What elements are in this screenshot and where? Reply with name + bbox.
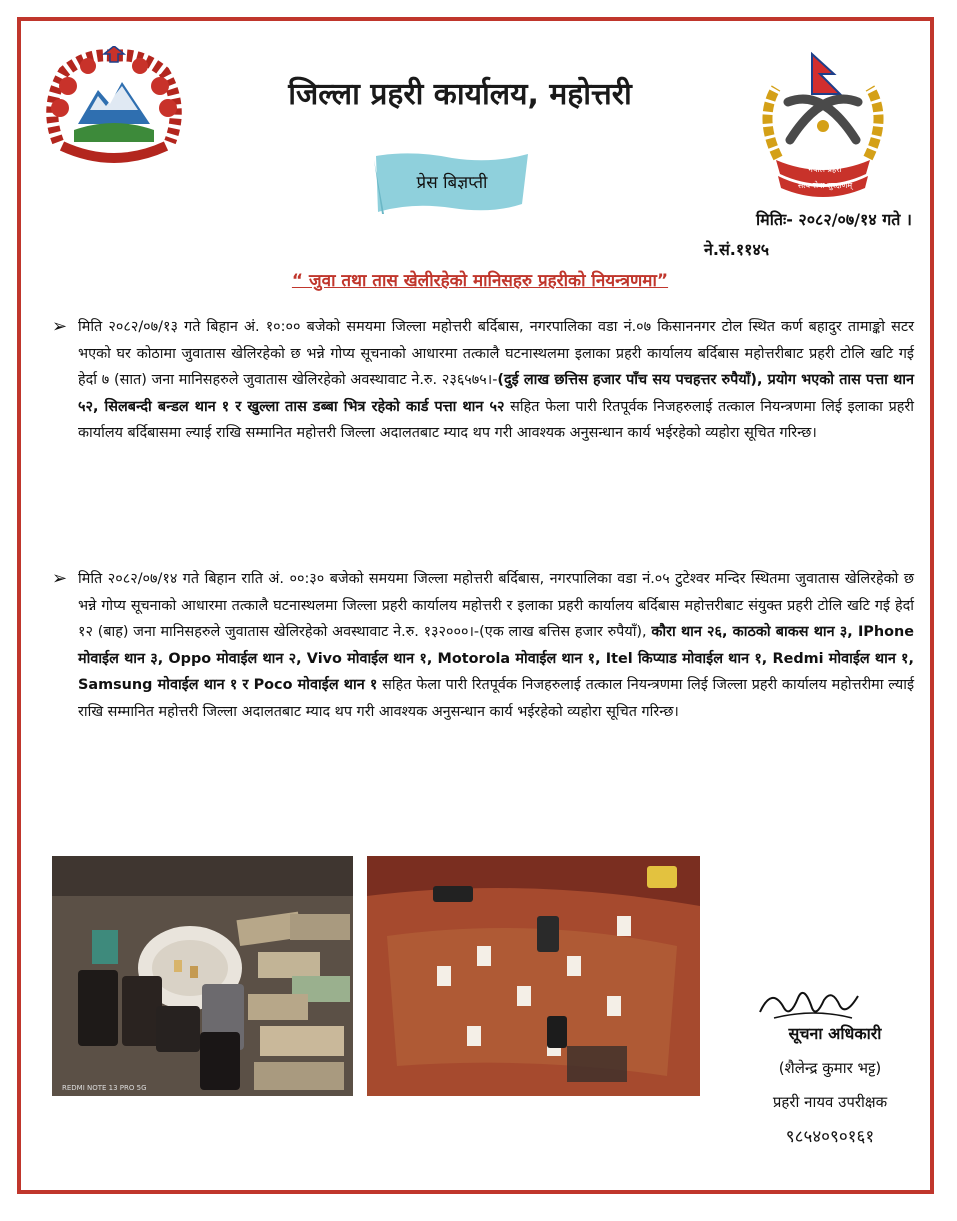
- paragraph-1-seized-items: (दुई लाख छत्तिस हजार पाँच सय पचहत्तर रुपैयाँ), प्रयोग भएको तास पत्ता थान ५२, सिलबन्दी बन्डल थान १ र खुल्ला तास डब्बा भित्र रहेको कार्ड पत्ता थान ५२: [78, 372, 914, 415]
- paragraph-2: [52, 566, 914, 725]
- office-title: जिल्ला प्रहरी कार्यालय, महोत्तरी: [288, 77, 632, 112]
- gambling-scene-photo: [367, 856, 700, 1096]
- seized-items-photo: [52, 856, 353, 1096]
- paragraph-2-intro: मिति २०८२/०७/१४ गते बिहान राति अं. ००:३० बजेको समयमा जिल्ला महोत्तरी बर्दिबास, नगरपालिका वडा नं.०५ टुटेश्वर मन्दिर स्थितमा जुवातास खेलिरहेको छ भन्ने गोप्य सूचनाको आधारमा तत्कालै घटनास्थलमा जिल्ला प्रहरी कार्यालय महोत्तरी र इलाका प्रहरी कार्यालय बर्दिबास महोत्तरीबाट संयुक्त प्रहरी टोलि खटि गई हेर्दा १२ (बाह) जना मानिसहरुले जुवातास खेलिरहेको अवस्थावाट ने.रु. १३२०००।-(एक लाख बत्तिस हजार रुपैयाँ),: [78, 571, 914, 640]
- nepal-police-logo: [748, 48, 898, 198]
- police-logo-text: नेपाल प्रहरी: [808, 165, 842, 174]
- paragraph-1-intro: मिति २०८२/०७/१३ गते बिहान अं. १०:०० बजेको समयमा जिल्ला महोत्तरी बर्दिबास, नगरपालिका वडा नं.०७ किसाननगर टोल स्थित कर्ण बहादुर तामाङ्को सटर भएको घर कोठामा जुवातास खेलिरहेको छ भन्ने गोप्य सूचनाको आधारमा तत्कालै घटनास्थलमा इलाका प्रहरी कार्यालय बर्दिबास महोत्तरीबाट प्रहरी टोलि खटि गई हेर्दा ७ (सात) जना मानिसहरुले जुवातास खेलिरहेको अवस्थावाट ने.रु. २३६५७५।-: [78, 319, 914, 388]
- photo-watermark: REDMI NOTE 13 PRO 5G: [62, 1084, 147, 1092]
- paragraph-2-seized-items: कौरा थान २६, काठको बाकस थान ३, IPhone मोवाईल थान ३, Oppo मोवाईल थान २, Vivo मोवाईल थान १, Motorola मोवाईल थान १, Itel किप्याड मोवाईल थान १, Redmi मोवाईल थान १, Samsung मोवाईल थान १ र Poco मोवाईल थान १: [78, 624, 914, 693]
- paragraph-2-closing: सहित फेला पारी रितपूर्वक निजहरुलाई तत्काल नियन्त्रणमा लिई जिल्ला प्रहरी कार्यालय महोत्तरीमा ल्याई राखि सम्मानित महोत्तरी जिल्ला अदालतबाट म्याद थप गरी आवश्यक अनुसन्धान कार्य भईरहेको व्यहोरा सूचित गरिन्छ।: [78, 677, 915, 720]
- bullet-arrow-icon: ➢: [52, 316, 68, 337]
- paragraph-1-closing: सहित फेला पारी रितपूर्वक निजहरुलाई तत्काल नियन्त्रणमा लिई इलाका प्रहरी कार्यालय बर्दिबासमा ल्याई राखि सम्मानित महोत्तरी जिल्ला अदालतबाट म्याद थप गरी आवश्यक अनुसन्धान कार्य भईरहेको व्यहोरा सूचित गरिन्छ।: [78, 398, 915, 441]
- reference-number: ने.सं.११४५: [704, 240, 770, 259]
- signatory-rank: प्रहरी नायव उपरीक्षक: [772, 1093, 888, 1111]
- date-line: मितिः- २०८२/०७/१४ गते ।: [756, 210, 912, 229]
- headline: “ जुवा तथा तास खेलीरहेको मानिसहरु प्रहरीको नियन्त्रणमा”: [291, 271, 669, 291]
- nepal-emblem-logo: [38, 46, 190, 176]
- signatory-name: (शैलेन्द्र कुमार भट्ट): [778, 1059, 882, 1077]
- bullet-arrow-icon: ➢: [52, 568, 68, 589]
- signatory-title: सूचना अधिकारी: [788, 1024, 882, 1043]
- paragraph-1: [52, 314, 914, 447]
- police-logo-motto: सत्य सेवा सुरक्षणम्: [797, 181, 853, 190]
- signatory-phone: ९८५४०९०१६१: [785, 1127, 875, 1147]
- signature-mark: [754, 978, 864, 1026]
- press-release-label: प्रेस बिज्ञप्ती: [416, 173, 488, 193]
